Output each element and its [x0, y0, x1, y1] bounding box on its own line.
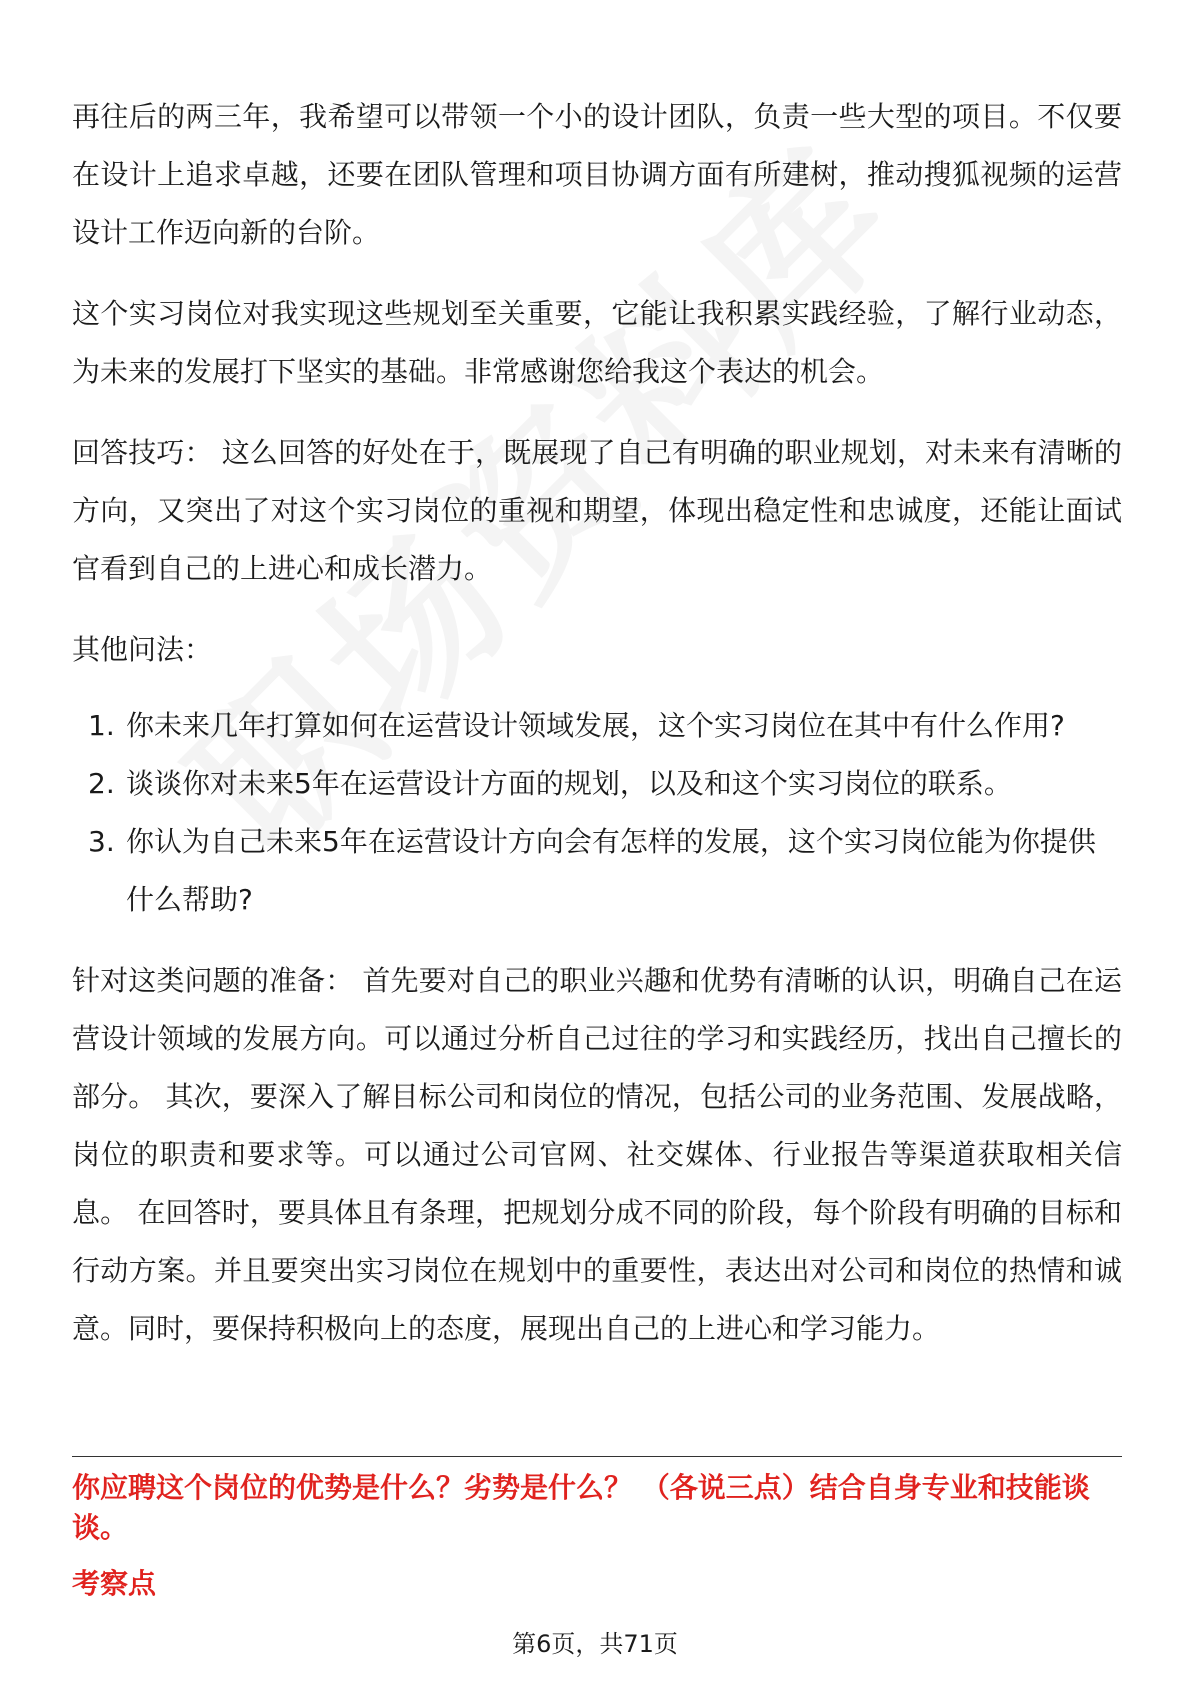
section-divider	[72, 1456, 1122, 1457]
paragraph-plan-later: 再往后的两三年，我希望可以带领一个小的设计团队，负责一些大型的项目。不仅要在设计上追求卓越，还要在团队管理和项目协调方面有所建树，推动搜狐视频的运营设计工作迈向新的台阶。	[72, 100, 1122, 249]
other-questions-list	[72, 697, 1122, 929]
list-item-number: 2.	[88, 767, 115, 800]
list-item-number: 1.	[88, 709, 115, 742]
paragraph-preparation: 针对这类问题的准备： 首先要对自己的职业兴趣和优势有清晰的认识，明确自己在运营设计领域的发展方向。可以通过分析自己过往的学习和实践经历，找出自己擅长的部分。 其次，要深入了解目标公司和岗位的情况，包括公司的业务范围、发展战略，岗位的职责和要求等。可以通过公司官网、社交媒体、行业报告等渠道获取相关信息。 在回答时，要具体且有条理，把规划分成不同的阶段，每个阶段有明确的目标和行动方案。并且要突出实习岗位在规划中的重要性，表达出对公司和岗位的热情和诚意。同时，要保持积极向上的态度，展现出自己的上进心和学习能力。	[72, 964, 1122, 1345]
paragraph-internship-importance: 这个实习岗位对我实现这些规划至关重要，它能让我积累实践经验，了解行业动态，为未来的发展打下坚实的基础。非常感谢您给我这个表达的机会。	[72, 297, 1122, 388]
list-item-text: 你认为自己未来5年在运营设计方向会有怎样的发展，这个实习岗位能为你提供什么帮助?	[126, 825, 1096, 916]
paragraph-answer-tips: 回答技巧： 这么回答的好处在于，既展现了自己有明确的职业规划，对未来有清晰的方向，又突出了对这个实习岗位的重视和期望，体现出稳定性和忠诚度，还能让面试官看到自己的上进心和成长潜力。	[72, 436, 1122, 585]
document-body	[72, 88, 1122, 1358]
list-item	[72, 813, 1122, 929]
section-heading-assessment-points: 考察点	[72, 1567, 157, 1600]
list-item-text: 你未来几年打算如何在运营设计领域发展，这个实习岗位在其中有什么作用?	[126, 709, 1065, 742]
page-number-footer: 第6页，共71页	[512, 1630, 678, 1658]
list-item	[72, 755, 1122, 813]
list-item	[72, 697, 1122, 755]
list-item-number: 3.	[88, 825, 115, 858]
next-question-heading: 你应聘这个岗位的优势是什么？劣势是什么？ （各说三点）结合自身专业和技能谈谈。	[72, 1471, 1090, 1544]
list-item-text: 谈谈你对未来5年在运营设计方面的规划，以及和这个实习岗位的联系。	[126, 767, 1012, 800]
paragraph-other-phrasings-heading: 其他问法：	[72, 633, 213, 666]
